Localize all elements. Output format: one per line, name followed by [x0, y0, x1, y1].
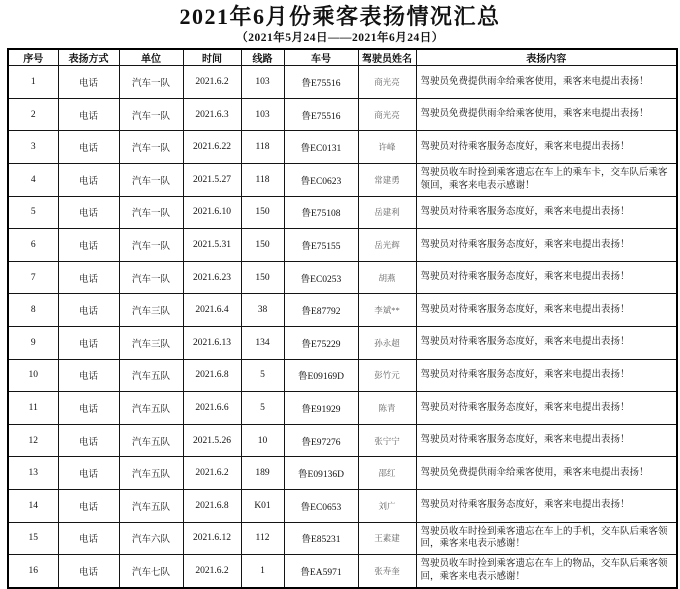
cell-unit: 汽车五队	[119, 490, 183, 523]
table-row	[8, 229, 677, 262]
cell-date: 2021.6.8	[183, 490, 241, 523]
cell-praise-method: 电话	[58, 522, 119, 555]
table-row	[8, 261, 677, 294]
cell-date: 2021.6.22	[183, 131, 241, 164]
cell-date: 2021.6.2	[183, 66, 241, 99]
table-row	[8, 522, 677, 555]
cell-driver-name: 胡燕	[358, 261, 416, 294]
cell-date: 2021.5.31	[183, 229, 241, 262]
table-row	[8, 490, 677, 523]
praise-summary-table	[7, 48, 678, 589]
cell-driver-name: 孙永超	[358, 327, 416, 360]
cell-unit: 汽车一队	[119, 261, 183, 294]
cell-praise-method: 电话	[58, 164, 119, 197]
cell-driver-name: 岳光辉	[358, 229, 416, 262]
cell-praise-content: 驾驶员对待乘客服务态度好，乘客来电提出表扬！	[416, 392, 677, 425]
cell-unit: 汽车一队	[119, 66, 183, 99]
header-unit: 单位	[119, 49, 183, 66]
header-vehicle-number: 车号	[284, 49, 358, 66]
cell-serial: 15	[8, 522, 58, 555]
cell-praise-content: 驾驶员对待乘客服务态度好，乘客来电提出表扬！	[416, 229, 677, 262]
cell-vehicle-number: 鲁E09169D	[284, 359, 358, 392]
cell-unit: 汽车一队	[119, 196, 183, 229]
cell-driver-name: 陈青	[358, 392, 416, 425]
cell-driver-name: 张寿奎	[358, 555, 416, 588]
cell-praise-content: 驾驶员免费提供雨伞给乘客使用，乘客来电提出表扬！	[416, 66, 677, 99]
cell-vehicle-number: 鲁E09136D	[284, 457, 358, 490]
cell-route: 5	[241, 359, 284, 392]
cell-praise-content: 驾驶员对待乘客服务态度好，乘客来电提出表扬！	[416, 490, 677, 523]
cell-praise-method: 电话	[58, 98, 119, 131]
cell-serial: 6	[8, 229, 58, 262]
table-row	[8, 164, 677, 197]
cell-praise-method: 电话	[58, 261, 119, 294]
table-row	[8, 196, 677, 229]
page-subtitle: （2021年5月24日——2021年6月24日）	[236, 32, 444, 45]
header-route: 线路	[241, 49, 284, 66]
cell-praise-method: 电话	[58, 229, 119, 262]
cell-serial: 10	[8, 359, 58, 392]
cell-serial: 14	[8, 490, 58, 523]
cell-driver-name: 常建勇	[358, 164, 416, 197]
cell-praise-content: 驾驶员免费提供雨伞给乘客使用，乘客来电提出表扬！	[416, 457, 677, 490]
cell-praise-method: 电话	[58, 294, 119, 327]
cell-praise-method: 电话	[58, 131, 119, 164]
cell-unit: 汽车一队	[119, 98, 183, 131]
cell-unit: 汽车五队	[119, 457, 183, 490]
cell-date: 2021.6.3	[183, 98, 241, 131]
cell-route: 103	[241, 98, 284, 131]
cell-serial: 12	[8, 424, 58, 457]
table-row	[8, 66, 677, 99]
cell-praise-method: 电话	[58, 327, 119, 360]
cell-date: 2021.6.23	[183, 261, 241, 294]
table-body	[8, 66, 677, 588]
cell-serial: 5	[8, 196, 58, 229]
cell-date: 2021.6.12	[183, 522, 241, 555]
cell-serial: 2	[8, 98, 58, 131]
cell-vehicle-number: 鲁E85231	[284, 522, 358, 555]
table-row	[8, 457, 677, 490]
cell-praise-content: 驾驶员收车时捡到乘客遗忘在车上的手机，交车队后乘客领回，乘客来电表示感谢！	[416, 522, 677, 555]
cell-vehicle-number: 鲁EC0653	[284, 490, 358, 523]
cell-driver-name: 商光亮	[358, 98, 416, 131]
cell-date: 2021.6.4	[183, 294, 241, 327]
cell-vehicle-number: 鲁E91929	[284, 392, 358, 425]
cell-driver-name: 邵红	[358, 457, 416, 490]
cell-date: 2021.5.26	[183, 424, 241, 457]
cell-vehicle-number: 鲁EC0253	[284, 261, 358, 294]
table-row	[8, 327, 677, 360]
cell-route: 5	[241, 392, 284, 425]
cell-praise-method: 电话	[58, 359, 119, 392]
cell-route: 112	[241, 522, 284, 555]
cell-driver-name: 张宁宁	[358, 424, 416, 457]
header-date: 时间	[183, 49, 241, 66]
cell-praise-content: 驾驶员收车时捡到乘客遗忘在车上的物品，交车队后乘客领回，乘客来电表示感谢！	[416, 555, 677, 588]
cell-date: 2021.5.27	[183, 164, 241, 197]
cell-vehicle-number: 鲁E75108	[284, 196, 358, 229]
cell-praise-content: 驾驶员对待乘客服务态度好，乘客来电提出表扬！	[416, 294, 677, 327]
cell-serial: 16	[8, 555, 58, 588]
cell-serial: 8	[8, 294, 58, 327]
cell-praise-content: 驾驶员对待乘客服务态度好，乘客来电提出表扬！	[416, 261, 677, 294]
cell-unit: 汽车五队	[119, 392, 183, 425]
cell-route: 118	[241, 164, 284, 197]
cell-date: 2021.6.8	[183, 359, 241, 392]
header-serial: 序号	[8, 49, 58, 66]
cell-vehicle-number: 鲁E97276	[284, 424, 358, 457]
cell-date: 2021.6.2	[183, 555, 241, 588]
table-row	[8, 131, 677, 164]
cell-unit: 汽车一队	[119, 229, 183, 262]
table-row	[8, 294, 677, 327]
cell-route: 118	[241, 131, 284, 164]
cell-serial: 13	[8, 457, 58, 490]
cell-vehicle-number: 鲁E75155	[284, 229, 358, 262]
cell-praise-method: 电话	[58, 392, 119, 425]
header-driver-name: 驾驶员姓名	[358, 49, 416, 66]
cell-route: 10	[241, 424, 284, 457]
cell-praise-content: 驾驶员收车时捡到乘客遗忘在车上的乘车卡，交车队后乘客领回，乘客来电表示感谢！	[416, 164, 677, 197]
cell-praise-method: 电话	[58, 555, 119, 588]
cell-praise-method: 电话	[58, 457, 119, 490]
table-row	[8, 359, 677, 392]
cell-unit: 汽车一队	[119, 164, 183, 197]
cell-unit: 汽车三队	[119, 294, 183, 327]
cell-praise-content: 驾驶员对待乘客服务态度好，乘客来电提出表扬！	[416, 131, 677, 164]
cell-route: 150	[241, 196, 284, 229]
cell-route: K01	[241, 490, 284, 523]
cell-driver-name: 王素建	[358, 522, 416, 555]
header-praise-method: 表扬方式	[58, 49, 119, 66]
cell-vehicle-number: 鲁E75229	[284, 327, 358, 360]
table-row	[8, 555, 677, 588]
table-row	[8, 392, 677, 425]
cell-route: 103	[241, 66, 284, 99]
cell-vehicle-number: 鲁E87792	[284, 294, 358, 327]
cell-driver-name: 李斌**	[358, 294, 416, 327]
cell-praise-content: 驾驶员免费提供雨伞给乘客使用，乘客来电提出表扬！	[416, 98, 677, 131]
cell-praise-method: 电话	[58, 66, 119, 99]
cell-date: 2021.6.13	[183, 327, 241, 360]
cell-vehicle-number: 鲁EC0623	[284, 164, 358, 197]
cell-vehicle-number: 鲁EA5971	[284, 555, 358, 588]
cell-praise-method: 电话	[58, 490, 119, 523]
cell-praise-method: 电话	[58, 196, 119, 229]
table-row	[8, 424, 677, 457]
cell-vehicle-number: 鲁EC0131	[284, 131, 358, 164]
cell-serial: 9	[8, 327, 58, 360]
cell-unit: 汽车三队	[119, 327, 183, 360]
cell-praise-content: 驾驶员对待乘客服务态度好，乘客来电提出表扬！	[416, 196, 677, 229]
header-praise-content: 表扬内容	[416, 49, 677, 66]
cell-route: 150	[241, 261, 284, 294]
cell-route: 1	[241, 555, 284, 588]
cell-praise-content: 驾驶员对待乘客服务态度好，乘客来电提出表扬！	[416, 359, 677, 392]
cell-driver-name: 许峰	[358, 131, 416, 164]
cell-date: 2021.6.10	[183, 196, 241, 229]
cell-serial: 11	[8, 392, 58, 425]
cell-driver-name: 商光亮	[358, 66, 416, 99]
cell-driver-name: 岳建利	[358, 196, 416, 229]
cell-date: 2021.6.2	[183, 457, 241, 490]
cell-unit: 汽车五队	[119, 424, 183, 457]
page-title: 2021年6月份乘客表扬情况汇总	[179, 4, 501, 29]
table-header-row	[8, 49, 677, 66]
cell-serial: 7	[8, 261, 58, 294]
cell-date: 2021.6.6	[183, 392, 241, 425]
cell-route: 38	[241, 294, 284, 327]
cell-praise-content: 驾驶员对待乘客服务态度好，乘客来电提出表扬！	[416, 327, 677, 360]
cell-serial: 1	[8, 66, 58, 99]
cell-unit: 汽车七队	[119, 555, 183, 588]
cell-route: 150	[241, 229, 284, 262]
cell-route: 189	[241, 457, 284, 490]
cell-serial: 3	[8, 131, 58, 164]
cell-vehicle-number: 鲁E75516	[284, 98, 358, 131]
cell-unit: 汽车五队	[119, 359, 183, 392]
cell-route: 134	[241, 327, 284, 360]
cell-unit: 汽车六队	[119, 522, 183, 555]
cell-vehicle-number: 鲁E75516	[284, 66, 358, 99]
cell-driver-name: 彭竹元	[358, 359, 416, 392]
cell-praise-method: 电话	[58, 424, 119, 457]
cell-driver-name: 刘广	[358, 490, 416, 523]
cell-praise-content: 驾驶员对待乘客服务态度好，乘客来电提出表扬！	[416, 424, 677, 457]
table-row	[8, 98, 677, 131]
cell-serial: 4	[8, 164, 58, 197]
cell-unit: 汽车一队	[119, 131, 183, 164]
